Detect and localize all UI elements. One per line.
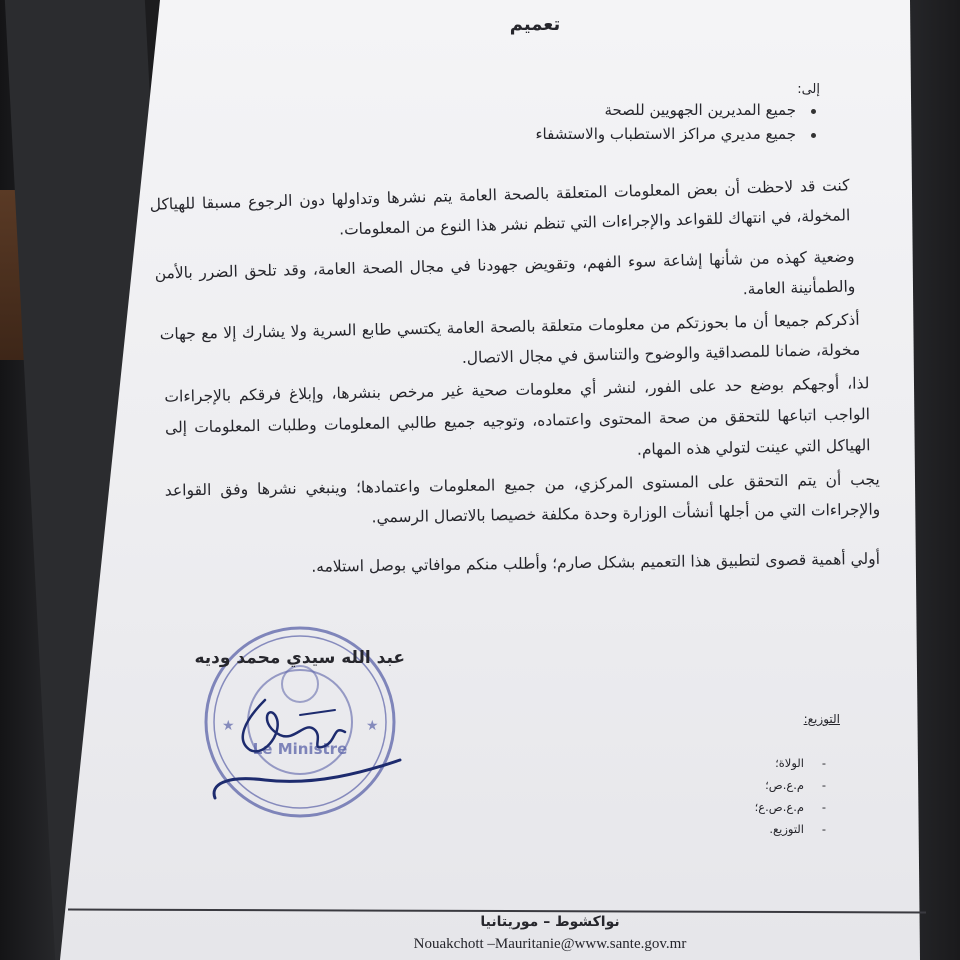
distribution-item: - م.ع.ص.ع؛ — [700, 796, 830, 818]
distribution-item: - التوزيع. — [700, 818, 830, 840]
distribution-item: - الولاة؛ — [700, 752, 830, 774]
distribution-list — [700, 752, 830, 840]
paragraph: يجب أن يتم التحقق على المستوى المركزي، من جميع المعلومات واعتمادها؛ وينبغي نشرها وفق القواعد والإجراءات التي من أجلها أنشأت الوزارة وحدة مكلفة خصيصا بالاتصال الرسمي. — [164, 470, 881, 527]
paragraph: وضعية كهذه من شأنها إشاعة سوء الفهم، وتقويض جهودنا في مجال الصحة العامة، وقد تلحق الضرر بالأمن والطمأنينة العامة. — [154, 247, 856, 299]
stamp-text: Le Ministre — [252, 740, 348, 758]
paragraph: أولي أهمية قصوى لتطبيق هذا التعميم بشكل صارم؛ وأطلب منكم موافاتي بوصل استلامه. — [311, 549, 881, 576]
paragraph: كنت قد لاحظت أن بعض المعلومات المتعلقة بالصحة العامة يتم نشرها وتداولها دون الرجوع مسبقا للهياكل المخولة، في انتهاك للقواعد والإجراءات التي تنظم نشر هذا النوع من المعلومات. — [149, 176, 851, 239]
distribution-item: - م.ع.ص؛ — [700, 774, 830, 796]
distribution-label: التوزيع: — [803, 712, 840, 726]
svg-text:★: ★ — [222, 718, 235, 734]
recipient-item: جميع المديرين الجهويين للصحة — [480, 98, 820, 122]
to-label: إلى: — [797, 82, 820, 97]
footer-divider — [68, 909, 926, 914]
handwritten-signature — [205, 680, 405, 810]
paragraph: أذكركم جميعا أن ما بحوزتكم من معلومات متعلقة بالصحة العامة يكتسي طابع السرية ولا يشارك إلا مع جهات مخولة، ضمانا للمصداقية والوضوح والتناسق في مجال الاتصال. — [159, 310, 861, 368]
paragraph: لذا، أوجهكم بوضع حد على الفور، لنشر أي معلومات صحية غير مرخص بنشرها، وإبلاغ فرقكم بالإجراءات الواجب اتباعها للتحقق من صحة المحتوى واعتماده، وتوجيه جميع طالبي المعلومات وطلبات المعلومات إلى الهياكل التي عينت لتولي هذه المهام. — [164, 374, 871, 459]
footer-city: نواكشوط – موريتانيا — [480, 914, 620, 930]
signer-name: عبد الله سيدي محمد وديه — [194, 648, 405, 668]
svg-text:★: ★ — [366, 718, 379, 734]
document-title: تعميم — [509, 14, 561, 35]
recipient-item: جميع مديري مراكز الاستطباب والاستشفاء — [480, 122, 820, 146]
recipients-list — [480, 98, 820, 146]
footer-website: Nouakchott –Mauritanie@www.sante.gov.mr — [413, 936, 687, 952]
